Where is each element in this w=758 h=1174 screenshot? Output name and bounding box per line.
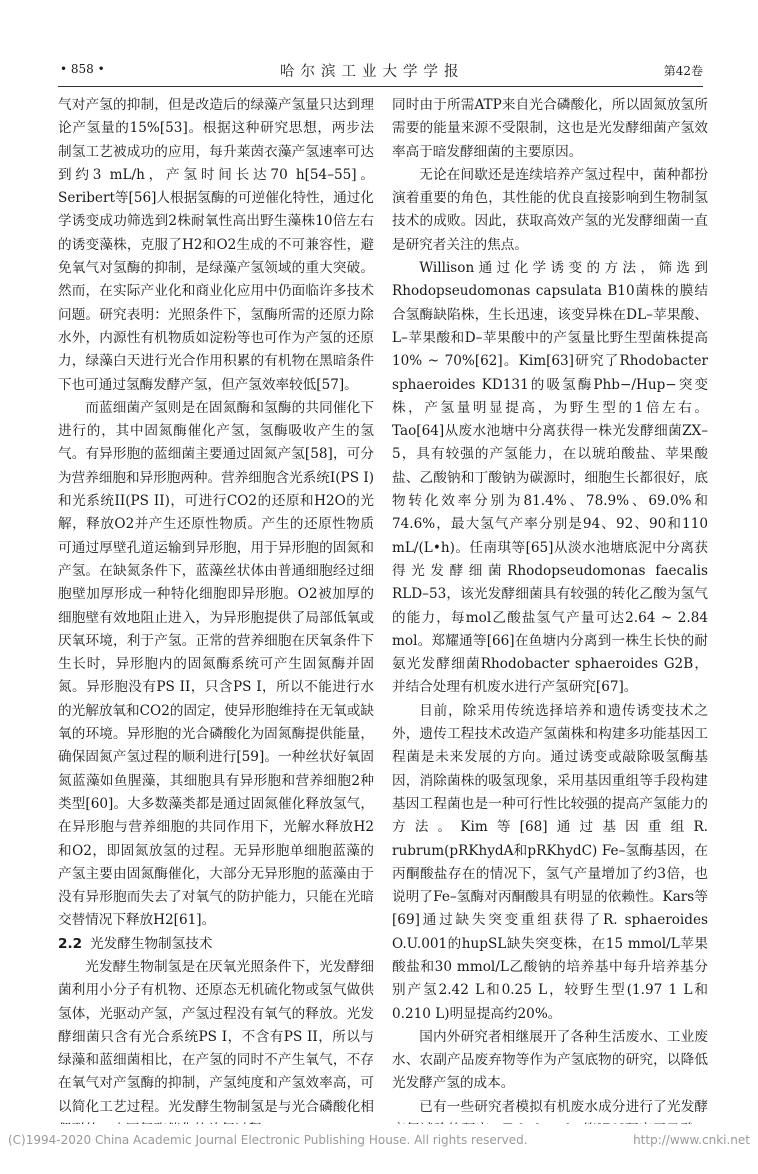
volume-label: 第42卷 [663, 64, 703, 78]
paragraph: 光发酵生物制氢是在厌氧光照条件下，光发酵细菌利用小分子有机物、还原态无机硫化物或氢气做供氢体，光驱动产氢，产氢过程没有氧气的释放。光发酵细菌只含有光合系统PS I，不含有PS II，所以与绿藻和蓝细菌相比，在产氢的同时不产生氧气，不存在氧气对产氢酶的抑制，产氢纯度和产氢效率高，可以简化工艺过程。光发酵生物制氢是与光合磷酸化相 [58, 958, 374, 1115]
paragraph: 气对产氢的抑制，但是改造后的绿藻产氢量只达到理论产氢量的15%[53]。根据这种研究思想，两步法制氢工艺被成功的应用，每升莱茵衣藻产氢速率可达到约3 mL/h，产氢时间长达70 h[54–55]。Seribert等[56]人根据氢酶的可逆催化特性，通过化学诱变成功筛选到2株耐氧性高出野生藻株10倍左右的诱变藻株，克服了H2和O2生成的不可兼容性，避免氧气对氢酶的抑制，是绿藻产氢领域的重大突破。然而，在实际产业化和商业化应用中仍面临许多技术问题。研究表明：光照条件下，氢酶所需的还原力除水外，内源性有机物质如淀粉等也可作为产氢的还原力，绿藻白天进行光合作用积累的有机物在黑暗条件下也可通过氢酶发酵产氢，但产氢效率较低[57]。 [58, 97, 374, 393]
copyright-notice: (C)1994-2020 China Academic Journal Electronic Publishing House. All rights reserved. [8, 1133, 528, 1147]
right-column [392, 94, 708, 1124]
journal-title: 哈尔滨工业大学学报 [280, 64, 465, 80]
paragraph: Willison通过化学诱变的方法，筛选到Rhodopseudomonas capsulata B10菌株的膜结合氢酶缺陷株，生长迅速，该变异株在DL–苹果酸、L–苹果酸和D–苹果酸中的产氢量比野生型菌株提高10% ~ 70%[62]。Kim[63]研究了Rhodobacter sphaeroides KD131的吸氢酶Phb−/Hup−突变株，产氢量明显提高，为野生型的1倍左右。Tao[64]从废水池塘中分离获得一株光发酵细菌ZX–5，具有较强的产氢能力，在以琥珀酸盐、苹果酸盐、乙酸钠和丁酸钠为碳源时，细胞生长都很好，底物转化效率分别为81.4%、78.9%、69.0%和74.6%，最大氢气产率分别是94、92、90和110 mL/(L•h)。任南琪等[65]从淡水池塘底泥中分离获得光发酵细菌Rhodopseudomonas faecalis RLD–53，该光发酵细菌具有较强的转化乙酸为氢气的能力，每mol乙酸盐氢气产量可达2.64 ~ 2.84 mol。郑耀通等[66]在鱼塘内分离到一株生长快的耐氨光发酵细菌Rhodobacter sphaeroides G2B，并结合处理有机废水进行产氢研究[67]。 [392, 260, 708, 696]
footer [8, 1133, 750, 1153]
left-column [58, 94, 374, 1124]
paragraph: 国内外研究者相继展开了各种生活废水、工业废水、农副产品废弃物等作为产氢底物的研究，以降低光发酵产氢的成本。 [392, 1028, 708, 1092]
header-rule [58, 86, 703, 87]
section-number: 2.2 [58, 935, 83, 952]
footer-url: http://www.cnki.net [633, 1133, 750, 1147]
paragraph: 而蓝细菌产氢则是在固氮酶和氢酶的共同催化下进行的，其中固氮酶催化产氢，氢酶吸收产生的氢气。有异形胞的蓝细菌主要通过固氮产氢[58]，可分为营养细胞和异形胞两种。营养细胞含光系统I(PS I)和光系统II(PS II)，可进行CO2的还原和H2O的光解，释放O2并产生还原性物质。产生的还原性物质可通过厚壁孔道运输到异形胞，用于异形胞的固氮和产氢。在缺氮条件下，蓝藻丝状体由普通细胞经过细胞壁加厚形成一种特化细胞即异形胞。O2被加厚的细胞壁有效地阻止进入，为异形胞提供了局部低氧或厌氧环境，利于产氢。正常的营养细胞在厌氧条件下生长时，异形胞内的固氮酶系统可产生固氮酶并固氮。异形胞没有PS II，只含PS I，所以不能进行水的光解放氧和CO2的固定，使异形胞维持在无氧或缺氧的环境。异形胞的光合磷酸化为固氮酶提供能量，确保固氮产氢过程的顺利进行[59]。一种丝状好氧固氮蓝藻如鱼腥藻，其细胞具有异形胞和营养细胞2种类型[60]。大多数藻类都是通过固氮催化释放氢气，在异形胞与营养细胞的共同作用下，光解水释放H2和O2，即固氮放氢的过程。无异形胞单细胞蓝藻的产氢主要由固氮酶催化，大部分无异形胞的蓝藻由于没有异形胞而失去了对氧气的防护能力，只能在光暗交替情况下释放H2[61]。 [58, 399, 374, 929]
page-number: • 858 • [60, 62, 105, 76]
section-heading [58, 933, 374, 956]
section-title: 光发酵生物制氢技术 [90, 935, 213, 952]
paragraph: 同时由于所需ATP来自光合磷酸化，所以固氮放氢所需要的能量来源不受限制，这也是光发酵细菌产氢效率高于暗发酵细菌的主要原因。 [392, 97, 708, 160]
running-header [58, 56, 703, 84]
paragraph: 已有一些研究者模拟有机废水成分进行了光发酵 [419, 1098, 708, 1115]
paragraph: 无论在间歇还是连续培养产氢过程中，菌种都扮演着重要的角色，其性能的优良直接影响到生物制氢技术的成败。因此，获取高效产氢的光发酵细菌一直是研究者关注的焦点。 [392, 166, 708, 253]
paragraph: 目前，除采用传统选择培养和遗传诱变技术之外，遗传工程技术改造产氢菌株和构建多功能基因工程菌是未来发展的方向。通过诱变或敲除吸氢酶基因，消除菌株的吸氢现象，采用基因重组等手段构建基因工程菌也是一种可行性比较强的提高产氢能力的方法。Kim等[68]通过基因重组R. rubrum(pRKhydA和pRKhydC) Fe–氢酶基因，在丙酮酸盐存在的情况下，氢气产量增加了约3倍，也说明了Fe–氢酶对丙酮酸具有明显的依赖性。Kars等[69]通过缺失突变重组获得了R. sphaeroides O.U.001的hupSL缺失突变株，在15 mmol/L苹果酸盐和30 mmol/L乙酸钠的培养基中每升培养基分别产氢2.42 L和0.25 L，较野生型(1.97 1 L和0.210 L)明显提高约20%。 [392, 702, 708, 1022]
